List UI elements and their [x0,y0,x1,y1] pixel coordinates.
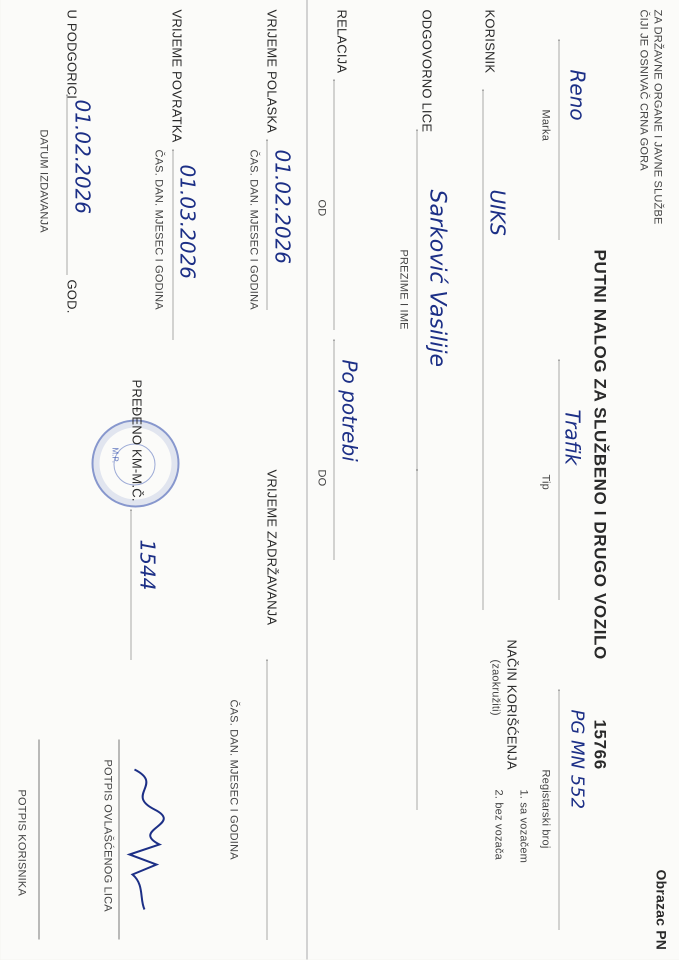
route-from-line [334,80,335,330]
usage-option-1: 1. sa vozačem [517,789,530,864]
authority-line-1: ZA DRŽAVNE ORGANE I JAVNE SLUŽBE [651,9,664,225]
reg-line [559,690,560,930]
type-line [559,360,560,600]
authority-line-2: ČIJI JE OSNIVAČ CRNA GORA [637,9,650,171]
departure-caption: ČAS. DAN. MJESEC I GODINA [247,149,260,310]
stay-line [267,660,268,940]
page-title: PUTNI NALOG ZA SLUŽBENO I DRUGO VOZILO [590,249,610,660]
order-number: 15766 [590,719,610,770]
return-value: 01.03.2026 [175,164,200,280]
user-line [483,90,484,610]
issue-caption: DATUM IZDAVANJA [37,129,50,233]
user-value: UIKS [485,189,510,236]
responsible-line [417,130,418,470]
vehicle-type-value: Trafik [560,409,585,466]
responsible-value: Sarković Vasilije [424,189,450,367]
route-to-caption: DO [315,469,328,487]
departure-label: VRIJEME POLASKA [264,9,280,134]
user-signature-caption: POTPIS KORISNIKA [15,789,28,897]
stay-caption: ČAS. DAN. MJESEC I GODINA [227,699,240,860]
issue-line [67,95,68,275]
route-value: Po potrebi [337,359,362,462]
type-caption: Tip [539,474,552,490]
km-line [131,510,132,660]
usage-option-2: 2. bez vozača [492,789,505,860]
user-label: KORISNIK [482,9,498,74]
usage-label: NAČIN KORIŠĆENJA [504,639,520,770]
route-from-caption: OD [315,199,328,217]
route-to-line [334,340,335,560]
travel-order-form [1,0,679,960]
authorized-signature-line [119,740,120,940]
place-label: U PODGORICI [64,9,80,100]
section-divider [307,0,308,960]
stay-label: VRIJEME ZADRŽAVANJA [264,469,280,626]
stamp-label: M.P. [110,447,120,463]
route-label: RELACIJA [334,9,350,74]
issue-date-value: 01.02.2026 [70,99,95,215]
user-signature-line [39,740,40,940]
vehicle-reg-value: PG MN 552 [566,709,588,810]
form-code: Obrazac PN [653,869,670,951]
reg-caption: Registarski broj [539,769,552,849]
make-caption: Marka [539,109,552,142]
authorized-signature-mark [115,760,175,920]
return-line [173,150,174,340]
responsible-label: ODGOVORNO LICE [419,9,435,133]
responsible-line-2 [417,470,418,810]
departure-value: 01.02.2026 [270,149,295,265]
authorized-signature-caption: POTPIS OVLAŠĆENOG LICA [101,759,114,912]
vehicle-make-value: Reno [565,69,590,121]
return-caption: ČAS. DAN. MJESEC I GODINA [152,149,165,310]
return-label: VRIJEME POVRATKA [169,9,185,143]
responsible-caption: PREZIME I IME [397,249,410,330]
km-label: PREĐENO KM-M.Č. [129,379,145,502]
km-value: 1544 [135,539,160,591]
departure-line [267,140,268,310]
make-line [559,40,560,240]
usage-hint: (zaokružiti) [489,659,502,716]
issue-suffix: GOD. [64,279,80,314]
